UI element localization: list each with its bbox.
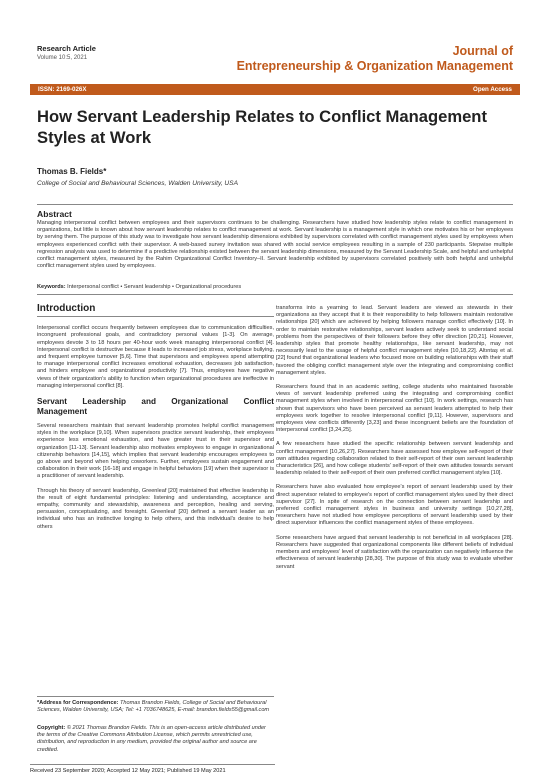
journal-header	[37, 44, 513, 78]
keywords-label: Keywords:	[37, 284, 66, 290]
journal-title-line1: Journal of	[452, 44, 513, 58]
section-heading: Servant Leadership and Organizational Conflict Management	[37, 397, 274, 417]
volume-label: Volume 10:5, 2021	[37, 55, 88, 61]
copyright-label: Copyright:	[37, 725, 66, 731]
introduction-heading: Introduction	[37, 305, 274, 317]
right-paragraph-3: A few researchers have studied the specific relationship between servant leadership and conflict management [10,26,27]. Researchers have assessed how employee self-report of their own attitudes regarding collaboration related to their self-report of their own servant leadership characteristics [26], and how college students' self-report of their own attitudes towards servant leadership related to their self-report of their own preferred conflict management styles [10].	[276, 441, 513, 477]
abstract-divider	[37, 294, 513, 295]
right-paragraph-4: Researchers have also evaluated how employee's report of servant leadership used by their direct supervisor related to employee's report of conflict management styles used by their direct supervisor [27]. In spite of research on the connection between servant leadership and preferred conflict management styles in business and university settings [10,27,28], researchers have not studied how employee perceptions of servant leadership used by their direct supervisor influences the conflict management styles of these employees.	[276, 484, 513, 527]
copyright-text: © 2021 Thomas Brandon Fields. This is an open-access article distributed under the terms of the Creative Commons Attribution License, which permits unrestricted use, distribution, and reproduction in any medium, provided the original author and source are credited.	[37, 725, 266, 753]
correspondence-text: Thomas Brandon Fields, College of Social and Behavioural Sciences, Walden University, USA; Tel: +1 7036748625, E-mail: brandon.fields55@gmail.com	[37, 700, 270, 714]
author-affiliation: College of Social and Behavioural Sciences, Walden University, USA	[37, 180, 238, 187]
right-paragraph-2: Researchers found that in an academic setting, college students who maintained favorable views of servant leadership preferred using the integrating and compromising conflict management styles when involved in interpersonal conflict [10]. In work settings, research has shown that supervisors who have been perceived as servant leaders attempted to help their employees work together to resolve interpersonal conflict [9,11]. However, supervisors and employees view conflicts differently [3,23] and these incongruent beliefs are the foundation of interpersonal conflict [3,24,25].	[276, 384, 513, 434]
copyright-note	[37, 725, 274, 754]
keywords-list: Interpersonal conflict • Servant leadership • Organizational procedures	[67, 284, 242, 290]
open-access-label: Open Access	[473, 86, 512, 93]
right-column	[276, 305, 513, 578]
article-type: Research Article	[37, 44, 96, 53]
abstract-heading: Abstract	[37, 204, 513, 219]
issn-bar	[30, 84, 520, 95]
journal-title	[237, 44, 513, 74]
section-paragraph-1: Several researchers maintain that servant leadership promotes helpful conflict management styles in the workplace [9,10]. When supervisors practice servant leadership, their employees experience less emotional exhaustion, and have greater trust in their supervisor and organization [11-13]. Servant leadership also motivates employees to engage in organizational citizenship behaviors [14,15], which implies that servant leadership encourages employees to go above and beyond when helping coworkers. Further, employees sustain engagement and collaboration in their work [16-18] and engage in helpful behaviors [19] when their supervisor is a practitioner of servant leadership.	[37, 423, 274, 480]
abstract-text: Managing interpersonal conflict between employees and their supervisors continues to be challenging. Researchers have studied how leadership styles relate to conflict management in organizations, but little is known about how servant leadership relates to conflict management at work. Servant leadership is a management style in which one motivates his or her employees by serving them. The purpose of this study was to investigate how servant leadership dimensions exhibited by supervisors correlated with conflict management styles used by employees when employees experienced conflict with their supervisor. A web-based survey invitation was shared with social service employees resulting in a sample of 230 participants. Stepwise multiple regression analysis was used to determine if a predictive relationship existed between the servant leadership dimensions, measured by the Servant Leadership Scale, and helpful and unhelpful conflict management styles, measured by the Rahim Organizational Conflict Inventory–II. Servant leadership exhibited by supervisors correlated positively with both helpful and unhelpful conflict management styles used by employees.	[37, 220, 513, 270]
author-name: Thomas B. Fields*	[37, 167, 107, 176]
right-paragraph-5: Some researchers have argued that servant leadership is not beneficial in all workplaces [28]. Researchers have suggested that organizational components like different beliefs of individual members and employees' level of satisfaction with the organization can negatively influence the effectiveness of servant leadership [28,30]. The purpose of this study was to evaluate whether servant	[276, 534, 513, 570]
article-title: How Servant Leadership Relates to Conflict Management Styles at Work	[37, 107, 487, 147]
right-paragraph-1: transforms into a yearning to lead. Servant leaders are viewed as stewards in their organizations as they accept that it is their responsibility to help followers maintain restorative relationships [20] which are achieved by helping followers manage conflict effectively [10]. In order to maintain restorative relationships, servant leaders actively seek to understand social problems from the perspectives of their followers before they offer direction [20,21]. However, leadership styles that promote healthy relationships, like servant leadership, may not necessarily lead to the usage of helpful conflict management styles [10,18,22]. Altıntaş et al. [22] found that organizational leaders who focused more on building relationships with their staff favored the obliging conflict management style over the integrating and compromising conflict management styles.	[276, 305, 513, 376]
left-column	[37, 305, 274, 538]
keywords-line	[37, 284, 513, 290]
correspondence-label: *Address for Correspondence:	[37, 700, 119, 706]
received-dates: Received 23 September 2020; Accepted 12 May 2021; Published 19 May 2021	[30, 764, 275, 774]
intro-paragraph: Interpersonal conflict occurs frequently between employees due to communication difficulties, incongruent professional goals, and contradictory personal values [1-3]. On average, employees devote 3 to 18 hours per 40-hour work week managing interpersonal conflict [4]. Interpersonal conflict is destructive because it leads to increased job stress, workplace bullying, and frequent employee turnover [5,6]. Time that supervisors and employees spend attempting to manage interpersonal conflict increases emotional exhaustion, decreases job satisfaction, and hinders employee and organizational productivity [7]. Thus, employees have negative views of their organization's ability to function when organizational procedures are ineffective in managing interpersonal conflict [8].	[37, 325, 274, 389]
journal-title-line2: Entrepreneurship & Organization Management	[236, 59, 513, 73]
section-paragraph-2: Through his theory of servant leadership, Greenleaf [20] maintained that effective leadership is the result of eight fundamental principles: listening and understanding, acceptance and empathy, community and stewardship, awareness and perception, healing and serving, persuasion, conceptualizing, and foresight. Greenleaf [20] defined a servant leader as an individual who has an instinctive longing to help others, and this individual's desire to help others	[37, 487, 274, 530]
correspondence-note	[37, 696, 274, 714]
issn-label: ISSN: 2169-026X	[38, 86, 87, 93]
